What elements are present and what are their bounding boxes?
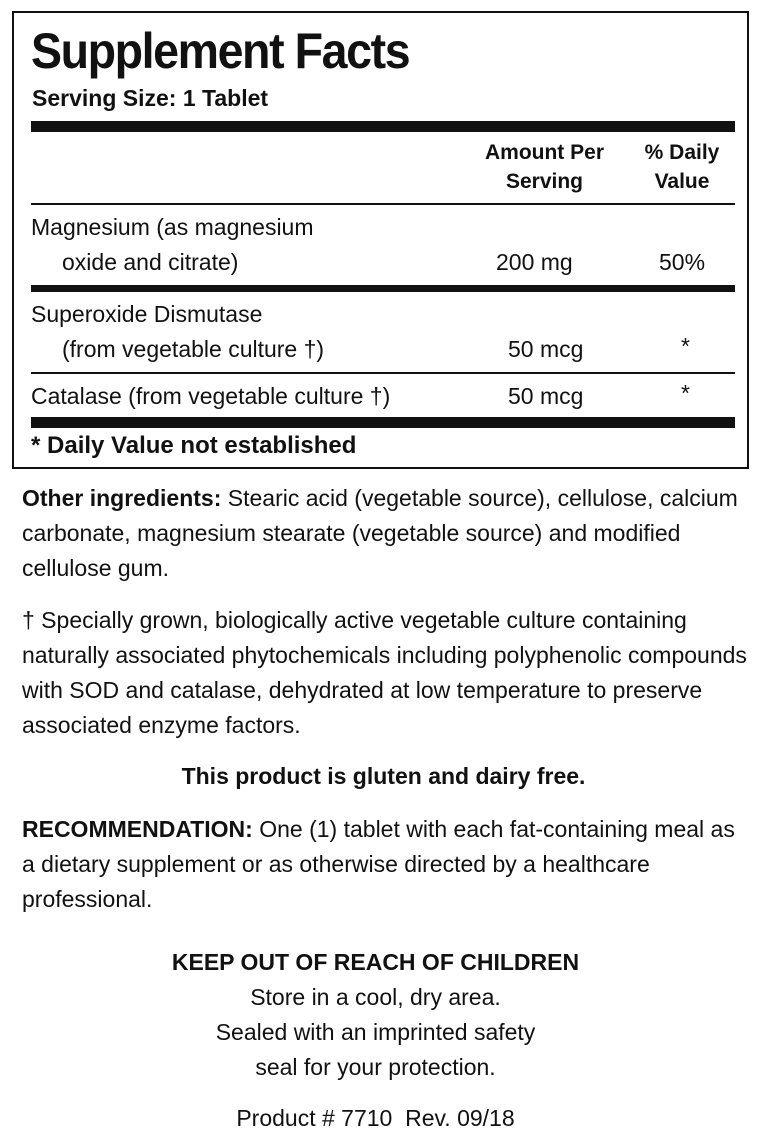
warning-heading: KEEP OUT OF REACH OF CHILDREN: [171, 949, 580, 975]
daily-value-footnote: * Daily Value not established: [31, 432, 357, 459]
divider-thick-bottom: [31, 417, 735, 428]
culture-note: † Specially grown, biologically active vegetable culture containing naturally associated phytochemicals including polyphenolic compounds with SOD and catalase, dehydrated at low temperature to preserve associated enzyme factors.: [22, 607, 747, 738]
gluten-dairy-note: This product is gluten and dairy free.: [181, 763, 586, 789]
nutrient-name: Superoxide Dismutase: [31, 301, 263, 327]
seal-line-1: Sealed with an imprinted safety: [215, 1019, 536, 1045]
other-ingredients-text: Stearic acid (vegetable source), cellulose, calcium carbonate, magnesium stearate (vegetable source) and modified cellulose gum.: [22, 485, 738, 581]
recommendation-text: One (1) tablet with each fat-containing meal as a dietary supplement or as otherwise directed by a healthcare professional.: [22, 816, 735, 912]
nutrient-daily-value: 50%: [659, 249, 706, 275]
nutrient-name-cont: oxide and citrate): [62, 249, 239, 275]
nutrient-amount: 50 mcg: [508, 336, 584, 362]
nutrient-amount: 200 mg: [496, 249, 573, 275]
daily-value-header: [629, 138, 735, 196]
nutrient-name: Magnesium (as magnesium: [31, 214, 314, 240]
dv-header-line2: Value: [654, 170, 710, 193]
nutrient-daily-value: *: [681, 380, 690, 406]
divider-header: [31, 203, 735, 205]
product-number: Product # 7710 Rev. 09/18: [236, 1105, 515, 1131]
nutrient-daily-value: *: [681, 333, 690, 359]
nutrient-name: Catalase (from vegetable culture †): [31, 383, 391, 409]
amount-header-line1: Amount Per: [484, 141, 604, 164]
facts-title: Supplement Facts: [31, 23, 410, 79]
other-ingredients: [22, 481, 747, 586]
recommendation: [22, 812, 747, 917]
amount-header-line2: Serving: [505, 170, 584, 193]
seal-line-2: seal for your protection.: [255, 1054, 496, 1080]
storage-line: Store in a cool, dry area.: [250, 984, 501, 1010]
nutrient-name-cont: (from vegetable culture †): [62, 336, 325, 362]
other-ingredients-label: Other ingredients:: [22, 485, 222, 511]
serving-size: Serving Size: 1 Tablet: [32, 85, 269, 111]
divider-row1: [31, 285, 735, 292]
recommendation-label: RECOMMENDATION:: [22, 816, 253, 842]
divider-row2: [31, 372, 735, 374]
dv-header-line1: % Daily: [644, 141, 720, 164]
divider-thick-top: [31, 121, 735, 132]
nutrient-amount: 50 mcg: [508, 383, 584, 409]
supplement-facts-panel: [12, 11, 749, 469]
amount-per-serving-header: [472, 138, 617, 196]
